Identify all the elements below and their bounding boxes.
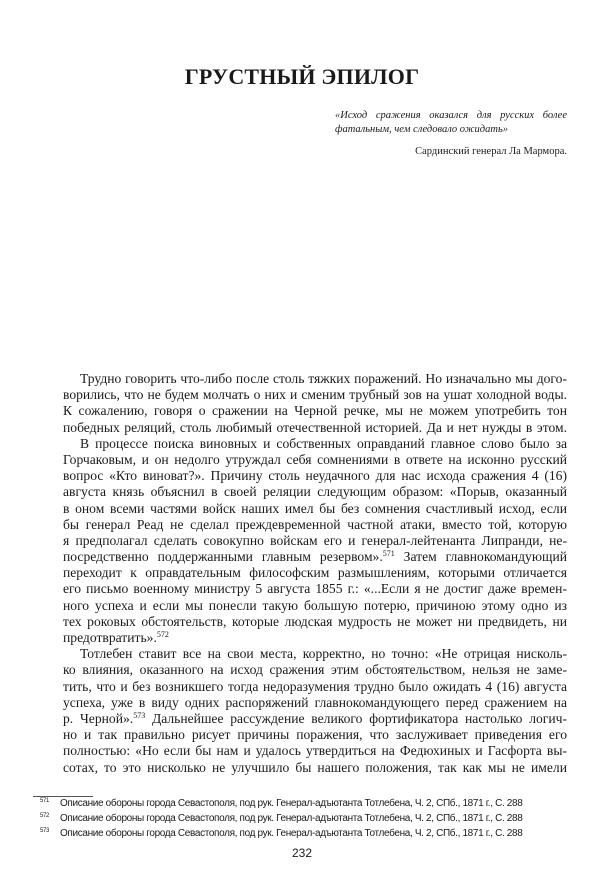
text-line [63, 517, 567, 533]
text-line [63, 581, 567, 597]
text-line [63, 695, 567, 711]
text-segment: успеха, уже в виду одних распоряжений главнокомандующего перед сражением на [63, 694, 567, 710]
footnote-text: Описание обороны города Севастополя, под рук. Генерал-адъютанта Тотлебена, Ч. 2, СПб., 1871 г., С. 288 [60, 813, 523, 824]
text-segment: ко влияния, оказанного на исход сражения этим обстоятельством, нельзя не заме- [63, 662, 567, 678]
text-line [63, 549, 567, 565]
text-line [63, 760, 567, 776]
text-line [63, 711, 567, 727]
text-line [63, 679, 567, 695]
text-line [63, 387, 567, 403]
text-segment: Трудно говорить что-либо после столь тяжких поражений. Но изначально мы дого- [80, 371, 567, 386]
text-segment: сотах, то это нисколько не улучшило бы нашего положения, так как мы не имели [63, 759, 567, 775]
text-segment: августа князь объяснил в своей реляции следующим образом: «Порыв, оказанный [63, 484, 567, 500]
text-segment: его письмо военному министру 5 августа 1855 г.: «...Если я не достиг даже времен- [63, 581, 567, 597]
text-segment: полностью: «Но если бы нам и удалось утвердиться на Федюхиных и Гасфорта вы- [63, 743, 567, 759]
text-line [63, 371, 567, 387]
text-line [63, 598, 567, 614]
text-segment: но и так правильно рисует причины поражения, что заслуживает приведения его [63, 727, 567, 743]
text-segment: Дальнейшее рассуждение великого фортификатора настолько логич- [145, 710, 567, 726]
text-segment: В процессе поиска виновных и собственных оправданий главное слово было за [80, 435, 567, 451]
text-segment: вопрос «Кто виноват?». Причину столь неудачного для нас исхода сражения 4 (16) [63, 468, 567, 484]
footnote: $^{573}$ Описание обороны города Севастополя, под рук. Генерал-адъютанта Тотлебена, Ч. 2, СПб., 1871 г., С. 288 [40, 828, 523, 839]
text-line [63, 420, 567, 436]
text-line [63, 630, 567, 646]
text-segment: победных реляций, столь любимый отечественной историей. Да и нет нужды в этом. [63, 419, 567, 435]
text-segment: р. Черной». [63, 710, 134, 726]
text-line [63, 565, 567, 581]
text-segment: тить, что и без возникшего тогда недоразумения трудно было ожидать 4 (16) августа [63, 678, 567, 694]
text-segment: переходит к оправдательным философским размышлениям, которыми отличается [63, 565, 567, 581]
text-segment: Затем главнокомандующий [394, 549, 568, 565]
footnote-text: Описание обороны города Севастополя, под рук. Генерал-адъютанта Тотлебена, Ч. 2, СПб., 1871 г., С. 288 [60, 828, 523, 839]
text-segment: предотвратить». [63, 630, 157, 645]
text-segment: ворились, что не будем молчать о них и сменим трубный зов на ушат холодной воды. [63, 387, 567, 403]
text-segment: ного успеха и если мы понесли такую большую потерю, причиною этому одно из [63, 597, 567, 613]
text-segment: посредственно поддержанными главным резервом». [63, 549, 383, 565]
page-number: 232 [291, 846, 313, 860]
text-segment: в оном всеми частями войск наших имел бы без сомнения счастливый исход, если [63, 500, 567, 516]
text-line [63, 436, 567, 452]
chapter-title: ГРУСТНЫЙ ЭПИЛОГ [184, 64, 420, 89]
text-segment: бы генерал Реад не сделал преждевременной частной атаки, вместо той, которую [63, 516, 567, 532]
epigraph-quote: «Исход сражения оказался для русских более фатальным, чем следовало ожидать» [335, 110, 567, 135]
text-segment: Тотлебен ставит все на свои места, корректно, но точно: «Не отрицая нисколь- [80, 646, 567, 662]
text-line [63, 533, 567, 549]
footnotes [40, 796, 522, 841]
text-line [63, 646, 567, 662]
footnote-ref[interactable]: 571 [382, 549, 395, 559]
text-segment: Горчаковым, и он недолго утруждал себя сомнениями в ответе на исконно русский [63, 451, 567, 467]
text-segment: К сожалению, говоря о сражении на Черной речке, мы не можем употребить тон [63, 403, 567, 419]
text-line [63, 452, 567, 468]
text-line [63, 468, 567, 484]
text-segment: я предполагал сделать совокупно войскам его и генерал-лейтенанта Липранди, не- [63, 532, 567, 548]
footnote-text: Описание обороны города Севастополя, под рук. Генерал-адъютанта Тотлебена, Ч. 2, СПб., 1871 г., С. 288 [60, 798, 523, 809]
footnote-ref[interactable]: 573 [133, 710, 146, 720]
text-segment: тех роковых обстоятельств, которые людская мудрость не может ни предвидеть, ни [63, 613, 567, 629]
text-line [63, 743, 567, 759]
text-line [63, 727, 567, 743]
text-line [63, 501, 567, 517]
text-line [63, 662, 567, 678]
footnote: $^{572}$ Описание обороны города Севастополя, под рук. Генерал-адъютанта Тотлебена, Ч. 2, СПб., 1871 г., С. 288 [40, 813, 523, 824]
text-line [63, 484, 567, 500]
footnote: $^{571}$ Описание обороны города Севастополя, под рук. Генерал-адъютанта Тотлебена, Ч. 2, СПб., 1871 г., С. 288 [40, 798, 523, 809]
text-line [63, 403, 567, 419]
body-text [63, 371, 567, 776]
text-line [63, 614, 567, 630]
footnote-ref[interactable]: 572 [156, 630, 169, 639]
epigraph-author: Сардинский генерал Ла Мармора. [415, 146, 567, 157]
